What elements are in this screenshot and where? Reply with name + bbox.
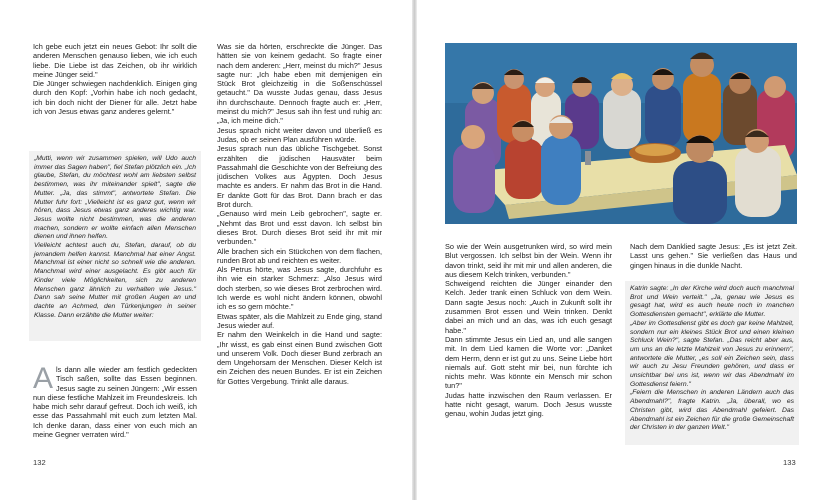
right-col1-text (445, 242, 612, 452)
left-col1-bottom-text (33, 365, 197, 450)
paragraph: Schweigend reichten die Jünger einander den Kelch. Jeder trank einen Schluck von dem Wein. Dann sagte Jesus noch: „Auch in Zukunft sollt ihr zusammen Brot essen und Wein trinken. Denkt dabei an mich und an das, was ich euch gesagt habe." (445, 279, 612, 335)
book-spine (412, 0, 417, 500)
left-col2-text (217, 42, 382, 452)
dialogue-note-box-right (625, 281, 799, 445)
note-paragraph: Vielleicht achtest auch du, Stefan, darauf, ob du jemandem helfen kannst. Manchmal hat einer Angst. Manchmal ist einer nicht so schnell wie die anderen. Manchmal wird einer ausgelacht. Es gibt auch für Kinder viele Möglichkeiten, sich zu anderen Menschen ganz ähnlich zu verhalten wie Jesus." Dann sah seine Mutter mit großen Augen an und dachte an Achmed, den Türkenjungen in seiner Klasse. Dann erzählte die Mutter weiter: (34, 242, 196, 319)
paragraph: Ich gebe euch jetzt ein neues Gebot: Ihr sollt die anderen Menschen genauso lieben, wie ich euch liebe. Die Liebe ist das Zeichen, ob ihr wirklich meine Jünger seid." (33, 42, 197, 79)
paragraph: Die Jünger schwiegen nachdenklich. Einigen ging durch den Kopf: „Vorhin habe ich noch gedacht, ich bin doch nicht der Diener für alle. Jetzt habe ich von Jesus etwas ganz anderes gelernt." (33, 79, 197, 117)
paragraph: So wie der Wein ausgetrunken wird, so wird mein Blut vergossen. Ich selbst bin der Wein. Wenn ihr davon trinkt, seid ihr mit mir und allen anderen, die aus diesem Kelch trinken, verbunden." (445, 242, 612, 279)
paragraph: Er nahm den Weinkelch in die Hand und sagte: „Ihr wisst, es gab einst einen Bund zwischen Gott und unserem Volk. Doch dieser Bund zerbrach an dem Ungehorsam der Menschen. Dieser Kelch ist ein Zeichen des neuen Bundes. Er ist ein Zeichen für Gottes Vergebung. Trinkt alle daraus. (217, 330, 382, 386)
paragraph: Alle brachen sich ein Stückchen von dem flachen, runden Brot ab und reichten es weiter. (217, 246, 382, 265)
note-paragraph: „Mutti, wenn wir zusammen spielen, will Udo auch immer das Sagen haben", fiel Stefan plötzlich ein. „Ich glaube, Stefan, du möchtest wohl am liebsten selbst bestimmen, was ihr miteinander spielt", sagte die Mutter. „Ja, das stimmt", antwortete Stefan. Die Mutter fuhr fort: „Vielleicht ist es ganz gut, wenn wir hören, dass Jesus etwas ganz anderes wichtig war. Jesus wollte nicht bestimmen, was die anderen machen, sondern er wollte einfach allen Menschen dienen und ihnen helfen. (34, 155, 196, 241)
left-col1-top-text (33, 42, 197, 152)
paragraph: ls dann alle wieder am festlich gedeckten Tisch saßen, sollte das Essen beginnen. Jesus sagte zu seinen Jüngern: „Wir essen nun diese festliche Mahlzeit im Freundeskreis. Ich habe mich sehr darauf gefreut. Doch ich weiß, ich esse das Passahmahl mit euch zum letzten Mal. Ich denke daran, dass einer von euch mich an meine Gegner verraten wird." (33, 365, 197, 440)
paragraph: Nach dem Danklied sagte Jesus: „Es ist jetzt Zeit. Lasst uns gehen." Sie verließen das Haus und gingen hinaus in die dunkle Nacht. (630, 242, 797, 270)
paragraph: Jesus sprach nun das übliche Tischgebet. Sonst erzählten die jüdischen Hausväter beim Passahmahl die Geschichte von der Befreiung des jüdischen Volkes aus Ägypten. Doch Jesus machte es anders. Er nahm das Brot in die Hand. Er dankte Gott für das Brot. Dann brach er das Brot durch. (217, 144, 382, 210)
last-supper-illustration (445, 43, 797, 224)
paragraph: Als Petrus hörte, was Jesus sagte, durchfuhr es ihn wie ein starker Schmerz: „Also Jesus wird doch sterben, so wie dieses Brot zerbrochen wird. Ich werde es wohl nicht ändern können, obwohl ich es so gern möchte." (217, 265, 382, 312)
note-paragraph: „Feiern die Menschen in anderen Ländern auch das Abendmahl?", fragte Katrin. „Ja, überall, wo es Christen gibt, wird das Abendmahl gefeiert. Das Abendmahl ist ein Zeichen für die große Gemeinschaft der Christen in der ganzen Welt." (630, 389, 794, 432)
paragraph: Was sie da hörten, erschreckte die Jünger. Das hätten sie von keinem gedacht. So fragte einer nach dem anderen: „Herr, meinst du mich?" Jesus sagte nur: „Ich habe eben mit demjenigen ein Stück Brot gleichzeitig in die Soßenschüssel getaucht." Da wusste Judas genau, dass Jesus ihn durchschaute. Dennoch fragte auch er: „Herr, meinst du mich?" Jesus sah ihn fest und ruhig an: „Ja, ich meine dich." (217, 42, 382, 126)
note-paragraph: Katrin sagte: „In der Kirche wird doch auch manchmal Brot und Wein verteilt." „Ja, genau wie Jesus es gesagt hat, wird es auch heute noch in manchen Gottesdiensten gemacht", erklärte die Mutter. (630, 285, 794, 319)
paragraph: Judas hatte inzwischen den Raum verlassen. Er hatte nicht gesagt, warum. Doch Jesus wusste genau, wohin Judas jetzt ging. (445, 390, 612, 419)
illustration-drawing (445, 43, 797, 224)
paragraph: Dann stimmte Jesus ein Lied an, und alle sangen mit. In dem Lied kamen die Worte vor: „Danket dem Herrn, denn er ist gut zu uns. Seine Liebe hört niemals auf. Gott steht mir bei, nun fürchte ich nichts mehr. Was könnte ein Mensch mir schon tun?" (445, 334, 612, 391)
page-number-left: 132 (33, 458, 46, 467)
note-paragraph: „Aber im Gottesdienst gibt es doch gar keine Mahlzeit, sondern nur ein kleines Stück Brot und einen kleinen Schluck Wein?", sagte Stefan. „Das reicht aber aus, um uns an die letzte Mahlzeit von Jesus zu erinnern", antwortete die Mutter, „es soll ein Zeichen sein, dass wir auch zu Jesu Freunden gehören, und dass er unsichtbar bei uns ist, wenn wir das Abendmahl im Gottesdienst feiern." (630, 319, 794, 388)
dialogue-note-box-left (29, 151, 201, 341)
page-number-right: 133 (783, 458, 796, 467)
paragraph: „Genauso wird mein Leib gebrochen", sagte er. „Nehmt das Brot und esst davon. Ich selbst bin dieses Brot. Durch dieses Brot seid ihr mit mir verbunden." (217, 209, 382, 247)
paragraph: Etwas später, als die Mahlzeit zu Ende ging, stand Jesus wieder auf. (217, 311, 382, 330)
right-col2-top-text (630, 242, 797, 280)
drop-cap: A (33, 365, 54, 395)
paragraph: Jesus sprach nicht weiter davon und überließ es Judas, ob er seinen Plan ausführen würde. (217, 125, 382, 144)
